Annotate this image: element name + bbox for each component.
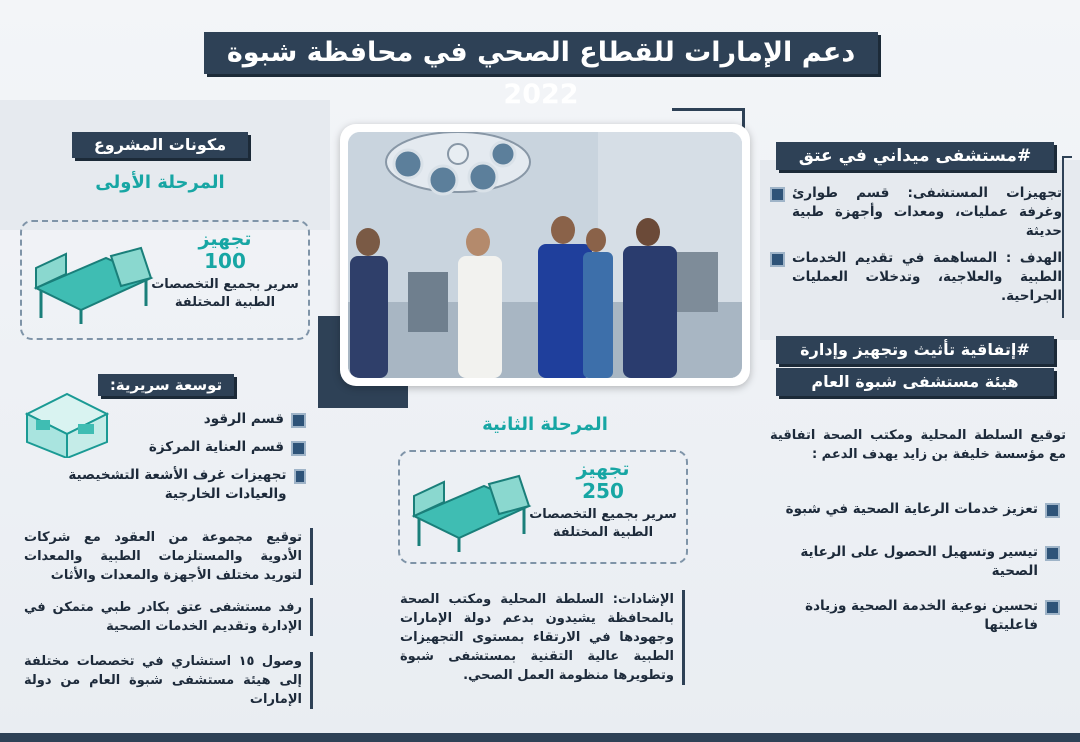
page-title: دعم الإمارات للقطاع الصحي في محافظة شبوة 2022 xyxy=(204,32,878,74)
phase1-count: 100 xyxy=(204,249,246,273)
hospital-visit-photo xyxy=(340,124,750,386)
square-bullet-icon xyxy=(770,187,785,202)
agreement-tag-line2: هيئة مستشفى شبوة العام xyxy=(776,368,1054,396)
hospital-bed-icon xyxy=(26,228,156,328)
praise-paragraph: الإشادات: السلطة المحلية ومكتب الصحة بالمحافظة يشيدون بدعم دولة الإمارات وجهودها في الارتقاء بمستوى التجهيزات الطبية عالية التقنية بمستشفى شبوة وتطويرها منظومة العمل الصحي. xyxy=(400,590,685,685)
agreement-list xyxy=(770,500,1060,635)
square-bullet-icon xyxy=(1045,546,1060,561)
phase1-heading: المرحلة الأولى xyxy=(95,172,225,193)
operating-room-scene xyxy=(348,132,742,378)
list-item: الهدف : المساهمة في تقديم الخدمات الطبية والعلاجية، وتدخلات العمليات الجراحية. xyxy=(770,249,1062,306)
square-bullet-icon xyxy=(291,413,306,428)
note-contracts: توقيع مجموعة من العقود مع شركات الأدوية والمستلزمات الطبية والمعدات لتوريد مختلف الأجهزة والمعدات والأثاث xyxy=(24,528,313,585)
list-item: قسم العناية المركزة xyxy=(20,438,306,457)
phase2-count: 250 xyxy=(582,479,624,503)
list-item: تعزيز خدمات الرعاية الصحية في شبوة xyxy=(770,500,1060,519)
phase2-equip: تجهيز xyxy=(576,458,630,480)
square-bullet-icon xyxy=(770,252,785,267)
phase1-text xyxy=(150,228,300,312)
square-bullet-icon xyxy=(1045,600,1060,615)
list-item: تحسين نوعية الخدمة الصحية وزيادة فاعليتها xyxy=(770,597,1060,635)
project-components-tag: مكونات المشروع xyxy=(72,132,248,158)
footer-bar xyxy=(0,733,1080,742)
list-item: تجهيزات غرف الأشعة التشخيصية والعيادات الخارجية xyxy=(20,466,306,504)
list-item: تجهيزات المستشفى: قسم طوارئ وغرفة عمليات، ومعدات وأجهزة طبية حديثة xyxy=(770,184,1062,241)
field-hospital-line xyxy=(1062,156,1072,318)
list-item: تيسير وتسهيل الحصول على الرعاية الصحية xyxy=(770,543,1060,581)
bed-expansion-tag: توسعة سريرية: xyxy=(98,374,234,396)
list-item: قسم الرقود xyxy=(20,410,306,429)
square-bullet-icon xyxy=(294,469,307,484)
field-hospital-list xyxy=(770,184,1062,306)
agreement-intro: توقيع السلطة المحلية ومكتب الصحة اتفاقية مع مؤسسة خليفة بن زايد يهدف الدعم : xyxy=(770,428,1066,462)
agreement-tag-line1: #إتفاقية تأثيث وتجهيز وإدارة xyxy=(776,336,1054,364)
phase2-heading: المرحلة الثانية xyxy=(482,414,608,435)
phase1-desc: سرير بجميع التخصصات الطبية المختلفة xyxy=(151,277,299,310)
square-bullet-icon xyxy=(291,441,306,456)
phase2-text xyxy=(528,458,678,542)
field-hospital-tag: #مستشفى ميداني في عتق xyxy=(776,142,1054,170)
note-consultants: وصول ١٥ استشاري في تخصصات مختلفة إلى هيئة مستشفى شبوة العام من دولة الإمارات xyxy=(24,652,313,709)
phase1-equip: تجهيز xyxy=(198,228,252,250)
phase2-desc: سرير بجميع التخصصات الطبية المختلفة xyxy=(529,507,677,540)
note-staff: رفد مستشفى عتق بكادر طبي متمكن في الإدارة وتقديم الخدمات الصحية xyxy=(24,598,313,636)
square-bullet-icon xyxy=(1045,503,1060,518)
bg-panel-left xyxy=(0,100,330,230)
hospital-bed-icon xyxy=(404,456,534,556)
expansion-list xyxy=(20,410,306,504)
